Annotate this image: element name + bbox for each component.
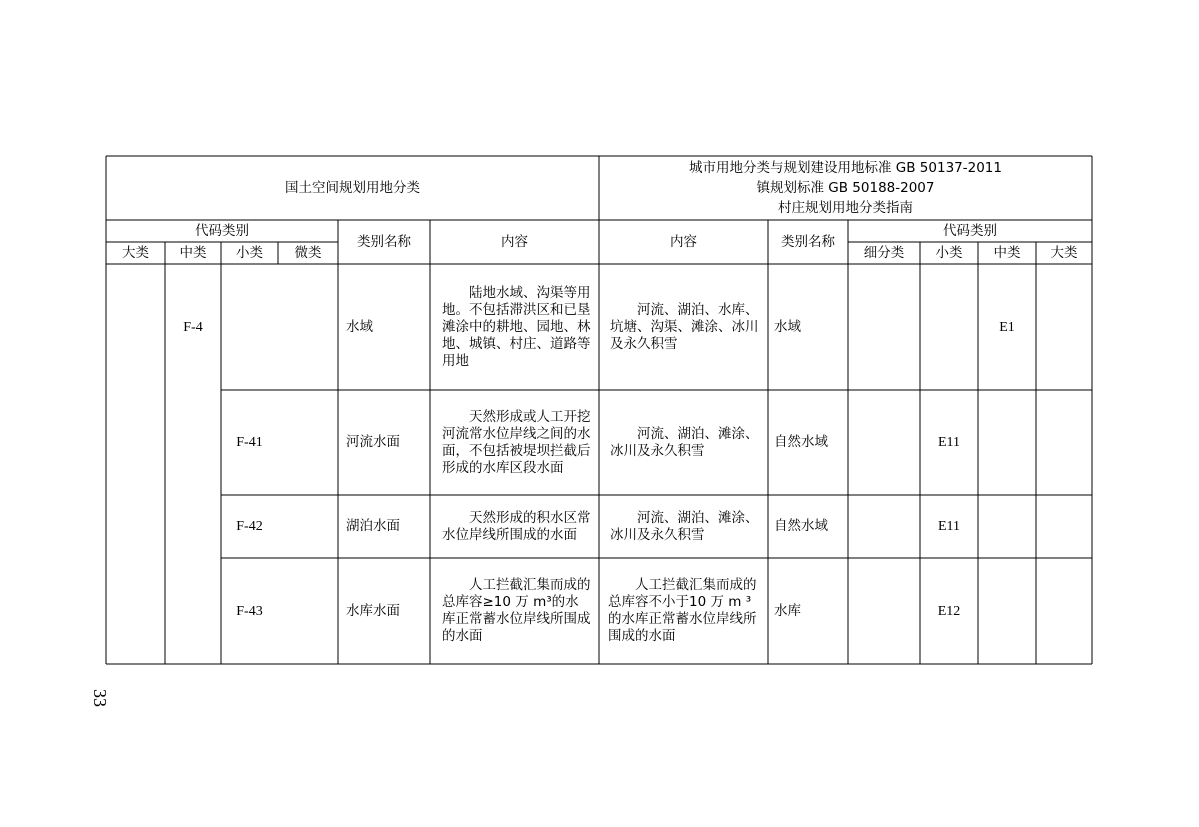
row-2-content-cell	[442, 390, 592, 495]
row-1-content: 陆地水域、沟渠等用地。不包括滞洪区和已垦滩涂中的耕地、园地、林地、城镇、村庄、道路等用地	[442, 284, 591, 369]
row-3-right-content-cell	[610, 495, 762, 558]
row-2-right-small-code: E11	[937, 435, 961, 450]
header-code-big: 大类	[122, 244, 149, 261]
header-right-standards	[599, 156, 1092, 220]
row-1-mid-code: F-4	[183, 319, 203, 335]
header-category-name: 类别名称	[357, 233, 411, 250]
row-3-name: 湖泊水面	[346, 518, 400, 534]
land-use-classification-table	[106, 156, 1092, 664]
row-2-right-name: 自然水域	[774, 434, 828, 450]
row-2-sub-code: F-41	[236, 435, 263, 450]
row-4-right-content: 人工拦截汇集而成的总库容不小于10 万 m ³的水库正常蓄水位岸线所围成的水面	[608, 577, 757, 644]
row-4-content: 人工拦截汇集而成的总库容≥10 万 m³的水库正常蓄水位岸线所围成的水面	[442, 577, 591, 644]
row-3-right-name: 自然水域	[774, 518, 828, 534]
row-2-name: 河流水面	[346, 434, 400, 450]
row-1-content-cell	[442, 264, 592, 390]
row-2-right-content: 河流、湖泊、滩涂、冰川及永久积雪	[610, 425, 759, 459]
row-4-right-small-code: E12	[937, 603, 961, 619]
header-right-code-fine: 细分类	[863, 244, 905, 261]
header-code-small: 小类	[236, 244, 263, 261]
header-code-micro: 微类	[294, 244, 322, 261]
row-1-right-content: 河流、湖泊、水库、坑塘、沟渠、滩涂、冰川及永久积雪	[610, 301, 759, 352]
row-1-right-content-cell	[610, 264, 762, 390]
header-right-code-mid: 中类	[993, 244, 1021, 261]
standard-line-2: 镇规划标准 GB 50188-2007	[756, 180, 935, 196]
header-right-content: 内容	[670, 233, 697, 250]
row-3-right-content: 河流、湖泊、滩涂、冰川及永久积雪	[610, 509, 759, 543]
header-right-code-group: 代码类别	[943, 222, 997, 239]
row-3-content-cell	[442, 495, 592, 558]
header-content: 内容	[501, 233, 528, 250]
row-1-name: 水域	[346, 318, 373, 335]
header-code-mid: 中类	[179, 244, 207, 261]
row-4-right-name: 水库	[774, 602, 801, 619]
row-3-right-small-code: E11	[937, 519, 961, 534]
header-right-category-name: 类别名称	[781, 233, 835, 250]
row-4-name: 水库水面	[346, 602, 400, 619]
header-left-title: 国土空间规划用地分类	[285, 179, 420, 196]
row-4-sub-code: F-43	[236, 603, 263, 619]
row-2-right-content-cell	[610, 390, 762, 495]
row-4-right-content-cell	[608, 558, 762, 664]
row-1-right-name: 水域	[774, 318, 801, 335]
header-right-code-small: 小类	[935, 244, 963, 261]
row-2-content: 天然形成或人工开挖河流常水位岸线之间的水面，不包括被堤坝拦截后形成的水库区段水面	[442, 408, 591, 476]
row-1-right-mid-code: E1	[999, 319, 1015, 335]
page-number: 33	[90, 689, 111, 707]
header-left-code-group: 代码类别	[195, 222, 249, 239]
standard-line-1: 城市用地分类与规划建设用地标准 GB 50137-2011	[689, 160, 1002, 176]
row-4-content-cell	[442, 558, 592, 664]
row-3-sub-code: F-42	[236, 519, 263, 534]
standard-line-3: 村庄规划用地分类指南	[778, 200, 913, 216]
header-right-code-big: 大类	[1050, 244, 1078, 261]
row-3-content: 天然形成的积水区常水位岸线所围成的水面	[442, 509, 591, 543]
